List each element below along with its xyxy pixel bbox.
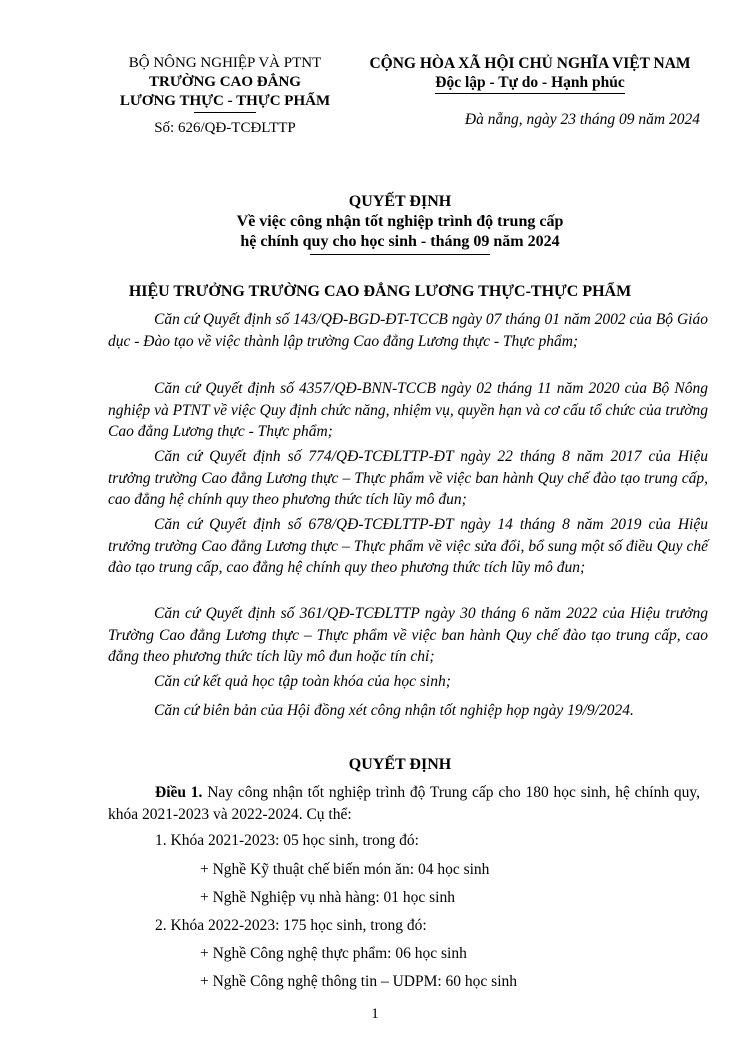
title-subject-line1: Về việc công nhận tốt nghiệp trình độ trung cấp	[236, 213, 564, 230]
legal-basis-1: Căn cứ Quyết định số 143/QĐ-BGD-ĐT-TCCB ngày 07 tháng 01 năm 2002 của Bộ Giáo dục - Đào tạo về việc thành lập trường Cao đẳng Lương thực - Thực phẩm;	[108, 311, 708, 350]
place-date: Đà nẵng, ngày 23 tháng 09 năm 2024	[464, 111, 700, 128]
national-header	[350, 54, 710, 94]
course-item: + Nghề Công nghệ thực phẩm: 06 học sinh	[200, 945, 467, 962]
legal-basis-5: Căn cứ Quyết định số 361/QĐ-TCĐLTTP ngày 30 tháng 6 năm 2022 của Hiệu trưởng Trường Cao đẳng Lương thực – Thực phẩm về việc ban hành Quy chế đào tạo trung cấp, cao đẳng theo phương thức tích lũy mô đun hoặc tín chỉ;	[108, 605, 708, 665]
course-item: + Nghề Nghiệp vụ nhà hàng: 01 học sinh	[200, 889, 455, 906]
issuing-authority: HIỆU TRƯỞNG TRƯỜNG CAO ĐẲNG LƯƠNG THỰC-THỰC PHẨM	[128, 283, 632, 300]
course-item: + Nghề Công nghệ thông tin – UDPM: 60 học sinh	[200, 973, 518, 990]
issuing-organization	[100, 54, 350, 138]
document-title	[100, 192, 700, 255]
ministry-name: BỘ NÔNG NGHIỆP VÀ PTNT	[128, 55, 322, 71]
header-left-rule	[194, 112, 256, 113]
document-number: Số: 626/QĐ-TCĐLTTP	[154, 120, 296, 136]
course-2021-2023: 1. Khóa 2021-2023: 05 học sinh, trong đó:	[155, 832, 419, 849]
school-name-line1: TRƯỜNG CAO ĐẲNG	[149, 74, 301, 90]
legal-basis-3: Căn cứ Quyết định số 774/QĐ-TCĐLTTP-ĐT ngày 22 tháng 8 năm 2017 của Hiệu trưởng trường Cao đẳng Lương thực – Thực phẩm về việc ban hành Quy chế đào tạo trung cấp, cao đẳng hệ chính quy theo phương thức tích lũy mô đun;	[108, 448, 708, 508]
article-1-text: Nay công nhận tốt nghiệp trình độ Trung cấp cho 180 học sinh, hệ chính quy, khóa 2021-2023 và 2022-2024. Cụ thể:	[108, 784, 700, 823]
title-heading: QUYẾT ĐỊNH	[348, 193, 452, 210]
legal-basis-4: Căn cứ Quyết định số 678/QĐ-TCĐLTTP-ĐT ngày 14 tháng 8 năm 2019 của Hiệu trưởng trường Cao đẳng Lương thực – Thực phẩm về việc sửa đổi, bổ sung một số điều Quy chế đào tạo trung cấp, cao đẳng hệ chính quy theo phương thức tích lũy mô đun;	[108, 516, 708, 576]
article-1-label: Điều 1.	[155, 784, 203, 801]
national-motto: Độc lập - Tự do - Hạnh phúc	[435, 73, 624, 94]
decision-heading: QUYẾT ĐỊNH	[348, 756, 452, 773]
school-name-line2: LƯƠNG THỰC - THỰC PHẨM	[119, 93, 331, 109]
legal-basis-6: Căn cứ kết quả học tập toàn khóa của học sinh;	[154, 673, 451, 690]
legal-basis-7: Căn cứ biên bản của Hội đồng xét công nhận tốt nghiệp họp ngày 19/9/2024.	[154, 702, 634, 719]
article-1	[108, 782, 700, 825]
title-subject-line2: hệ chính quy cho học sinh - tháng 09 năm 2024	[240, 233, 560, 250]
legal-basis-2: Căn cứ Quyết định số 4357/QĐ-BNN-TCCB ngày 02 tháng 11 năm 2020 của Bộ Nông nghiệp và PTNT về việc Quy định chức năng, nhiệm vụ, quyền hạn và cơ cấu tổ chức của trường Cao đẳng Lương thực - Thực phẩm;	[108, 380, 708, 440]
country-name: CỘNG HÒA XÃ HỘI CHỦ NGHĨA VIỆT NAM	[369, 55, 691, 72]
title-rule	[310, 254, 490, 255]
course-item: + Nghề Kỹ thuật chế biến món ăn: 04 học sinh	[200, 861, 490, 878]
course-2022-2023: 2. Khóa 2022-2023: 175 học sinh, trong đó:	[155, 917, 427, 934]
page-number: 1	[371, 1006, 379, 1022]
